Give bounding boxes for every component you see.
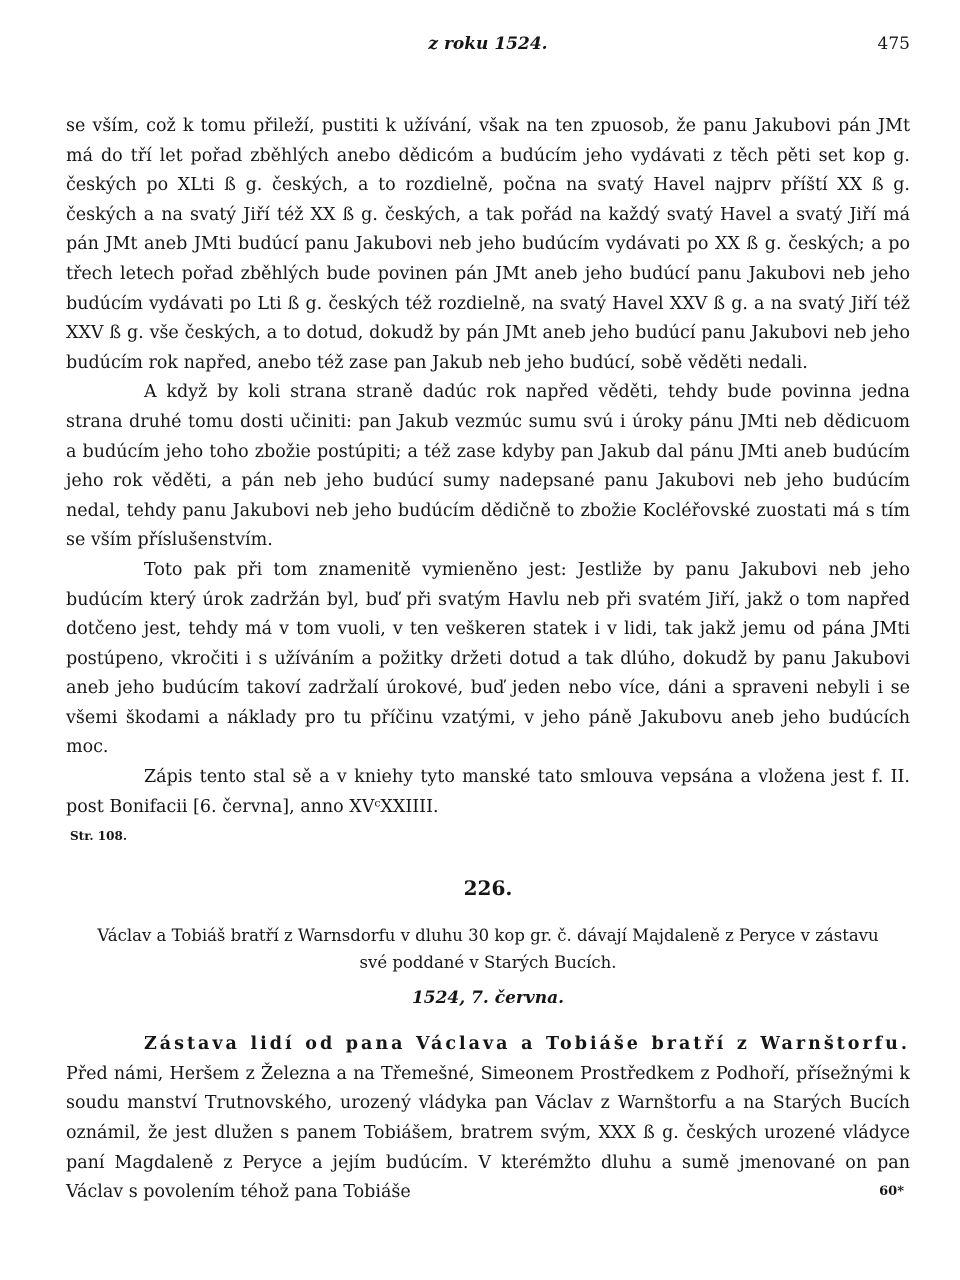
document-date: 1524, 7. června.	[411, 988, 565, 1009]
sheet-signature: 60*	[879, 1184, 904, 1199]
document-text	[66, 1030, 910, 1208]
running-head	[66, 28, 910, 62]
paragraph: Toto pak při tom znamenitě vymieněno jest: Jestliže by panu Jakubovi neb jeho budúcím který úrok zadržán byl, buď při svatým Havlu neb při svatém Jiří, jakž o tom napřed dotčeno jest, tehdy má v tom vuoli, v ten veškeren statek i v lidi, tak jakž jemu od pána JMti postúpeno, vkročiti i s užíváním a požitky držeti dotud a tak dlúho, dokudž by panu Jakubovi aneb jeho budúcím takoví zadržalí úrokové, buď jeden nebo více, dáni a spraveni nebyli i se všemi škodami a náklady pro tu příčinu vzatými, v jeho páně Jakubovu aneb jeho budúcích moc.	[66, 559, 910, 758]
book-page	[66, 28, 910, 1208]
document-incipit: Zástava lidí od pana Václava a Tobiáše bratří z Warnštorfu.	[144, 1034, 910, 1055]
running-title: z roku 1524.	[428, 34, 548, 54]
paragraph: Zápis tento stal sě a v kniehy tyto manské tato smlouva vepsána a vložena jest f. II. post Bonifacii [6. června], anno XVᶜXXIIII.	[66, 767, 910, 817]
page-reference: Str. 108.	[70, 829, 128, 844]
paragraph-continuation: se vším, což k tomu přileží, pustiti k užívání, však na ten zpuosob, že panu Jakubovi pán JMt má do tří let pořad zběhlých anebo dědicóm a budúcím jeho vydávati z těch pěti set kop g. českých po XLti ß g. českých, a to rozdielně, počna na svatý Havel najprv příští XX ß g. českých a na svatý Jiří též XX ß g. českých, a tak pořád na každý svatý Havel a svatý Jiří má pán JMt aneb JMti budúcí panu Jakubovi neb jeho budúcím vydávati po XX ß g. českých; a po třech letech pořad zběhlých bude povinen pán JMt aneb jeho budúcí panu Jakubovi neb jeho budúcím vydávati po Lti ß g. českých též rozdielně, na svatý Havel XXV ß g. a na svatý Jiří též XXV ß g. vše českých, a to dotud, dokudž by pán JMt aneb jeho budúcí panu Jakubovi neb jeho budúcím rok napřed, anebo též zase pan Jakub neb jeho budúcí, sobě věděti nedali.	[66, 116, 910, 373]
paragraph: A když by koli strana straně dadúc rok napřed věděti, tehdy bude povinna jedna strana druhé tomu dosti učiniti: pan Jakub vezmúc sumu svú i úroky pánu JMti neb dědicuom a budúcím jeho toho zbožie postúpiti; a též zase kdyby pan Jakub dal pánu JMti aneb budúcím jeho rok věděti, a pán neb jeho budúcí sumy nadepsané panu Jakubovi neb jeho budúcím nedal, tehdy panu Jakubovi neb jeho budúcím dědičně to zbožie Kocléřovské zuostati má s tím se vším příslušenstvím.	[66, 382, 910, 551]
document-number: 226.	[463, 876, 513, 901]
page-number: 475	[877, 34, 910, 54]
document-summary: Václav a Tobiáš bratří z Warnsdorfu v dluhu 30 kop gr. č. dávají Majdaleně z Peryce v zástavu své poddané v Starých Bucích.	[97, 926, 879, 973]
document-body: Před námi, Heršem z Železna a na Třemešné, Simeonem Prostředkem z Podhoří, přísežnými k soudu manství Trutnovského, urozený vládyka pan Václav z Warnštorfu a na Starých Bucích oznámil, že jest dlužen s panem Tobiášem, bratrem svým, XXX ß g. českých urozené vládyce paní Magdaleně z Peryce a jejím budúcím. V kterémžto dluhu a sumě jmenované on pan Václav s povolením téhož pana Tobiáše	[66, 1063, 910, 1203]
